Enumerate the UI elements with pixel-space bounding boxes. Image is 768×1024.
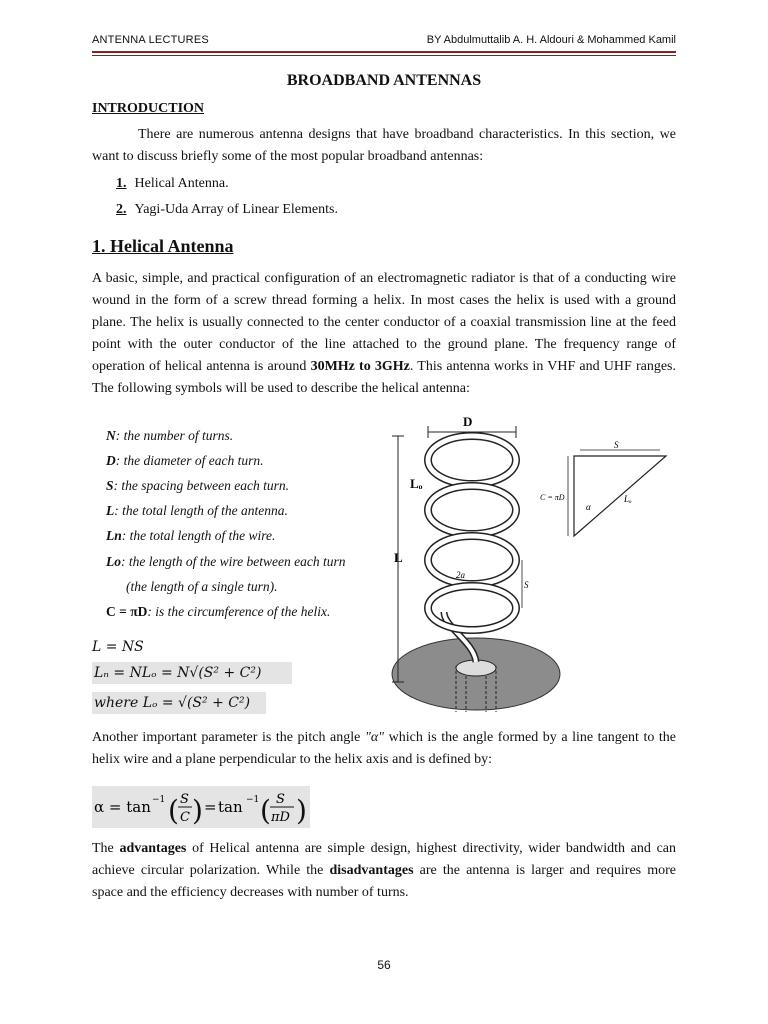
header-rule-thin — [92, 55, 676, 56]
svg-text:=: = — [204, 798, 217, 816]
svg-text:πD: πD — [271, 810, 290, 825]
advantages-paragraph: The advantages of Helical antenna are simple design, highest directivity, wider bandwidth and can achieve circular polarization. While the disadvantages are the antenna is larger and requires more space and the efficiency decreases with number of turns. — [92, 841, 677, 900]
svg-text:α = tan: α = tan — [94, 798, 151, 816]
intro-paragraph: There are numerous antenna designs that have broadband characteristics. In this section, we want to discuss briefly some of the most popular broadband antennas: — [92, 127, 676, 164]
svg-text:): ) — [192, 794, 203, 827]
list-number: 1. — [116, 176, 127, 191]
svg-text:(: ( — [168, 794, 179, 827]
svg-text:tan: tan — [218, 798, 243, 816]
svg-text:C = πD: C = πD — [540, 493, 565, 502]
pitch-triangle — [540, 440, 666, 536]
helix-coil — [428, 436, 516, 630]
label-2a: 2a — [456, 570, 465, 580]
symbol-definition: D: the diameter of each turn. — [106, 453, 264, 468]
symbol-definition: Lo: the length of the wire between each turn — [106, 554, 346, 569]
feed-point — [456, 660, 496, 676]
list-item — [116, 202, 338, 218]
svg-text:Lₒ: Lₒ — [624, 494, 632, 504]
svg-text:(: ( — [260, 794, 271, 827]
label-D: D — [463, 414, 473, 429]
page-header — [92, 34, 676, 50]
equation-pitch-angle — [92, 786, 310, 828]
equation-length: L = NS — [92, 639, 144, 655]
helix-description-paragraph: A basic, simple, and practical configuration of an electromagnetic radiator is that of a conducting wire wound in the form of a screw thread forming a helix. In most cases the helix is used with a ground plane. The helix is usually connected to the center conductor of a coaxial transmission line at the feed point with the outer conductor of the line attached to the ground plane. The frequency range of operation of helical antenna is around 30MHz to 3GHz. This antenna works in VHF and UHF ranges. The following symbols will be used to describe the helical antenna: — [92, 271, 676, 396]
header-rule-thick — [92, 51, 676, 53]
svg-text:−1: −1 — [246, 795, 260, 805]
list-label: Yagi-Uda Array of Linear Elements. — [134, 202, 338, 217]
svg-text:α: α — [586, 502, 591, 512]
page-title: BROADBAND ANTENNAS — [286, 72, 482, 89]
symbol-definition-continued: (the length of a single turn). — [126, 579, 278, 594]
svg-text:−1: −1 — [152, 795, 166, 805]
symbol-definition: N: the number of turns. — [106, 428, 234, 443]
equation-turn-length: where Lₒ = √(S² + C²) — [92, 692, 266, 714]
symbol-definition: S: the spacing between each turn. — [106, 478, 289, 493]
header-authors: BY Abdulmuttalib A. H. Aldouri & Mohammed Kamil — [426, 34, 676, 46]
frequency-range: 30MHz to 3GHz — [310, 359, 410, 374]
list-item — [116, 176, 229, 192]
list-label: Helical Antenna. — [134, 176, 229, 191]
svg-text:S: S — [180, 792, 189, 807]
label-S: S — [524, 580, 529, 590]
label-L: L — [394, 550, 403, 565]
symbol-definition: C = πD: is the circumference of the helix. — [106, 604, 331, 619]
symbol-definition: Ln: the total length of the wire. — [106, 528, 276, 543]
symbol-definition: L: the total length of the antenna. — [106, 503, 288, 518]
label-Lo: Lₒ — [410, 476, 423, 491]
header-course-title: ANTENNA LECTURES — [92, 34, 209, 46]
svg-text:S: S — [276, 792, 285, 807]
list-number: 2. — [116, 202, 127, 217]
svg-text:): ) — [296, 794, 307, 827]
pitch-angle-paragraph: Another important parameter is the pitch angle "α" which is the angle formed by a line tangent to the helix wire and a plane perpendicular to the helix axis and is defined by: — [92, 730, 676, 767]
section-heading: 1. Helical Antenna — [92, 236, 234, 256]
svg-text:S: S — [614, 440, 619, 450]
page-number: 56 — [377, 958, 391, 972]
intro-heading: INTRODUCTION — [92, 101, 205, 116]
equation-wire-length: Lₙ = NLₒ = N√(S² + C²) — [92, 662, 292, 684]
helix-antenna-figure — [384, 412, 680, 716]
svg-text:C: C — [180, 810, 190, 825]
